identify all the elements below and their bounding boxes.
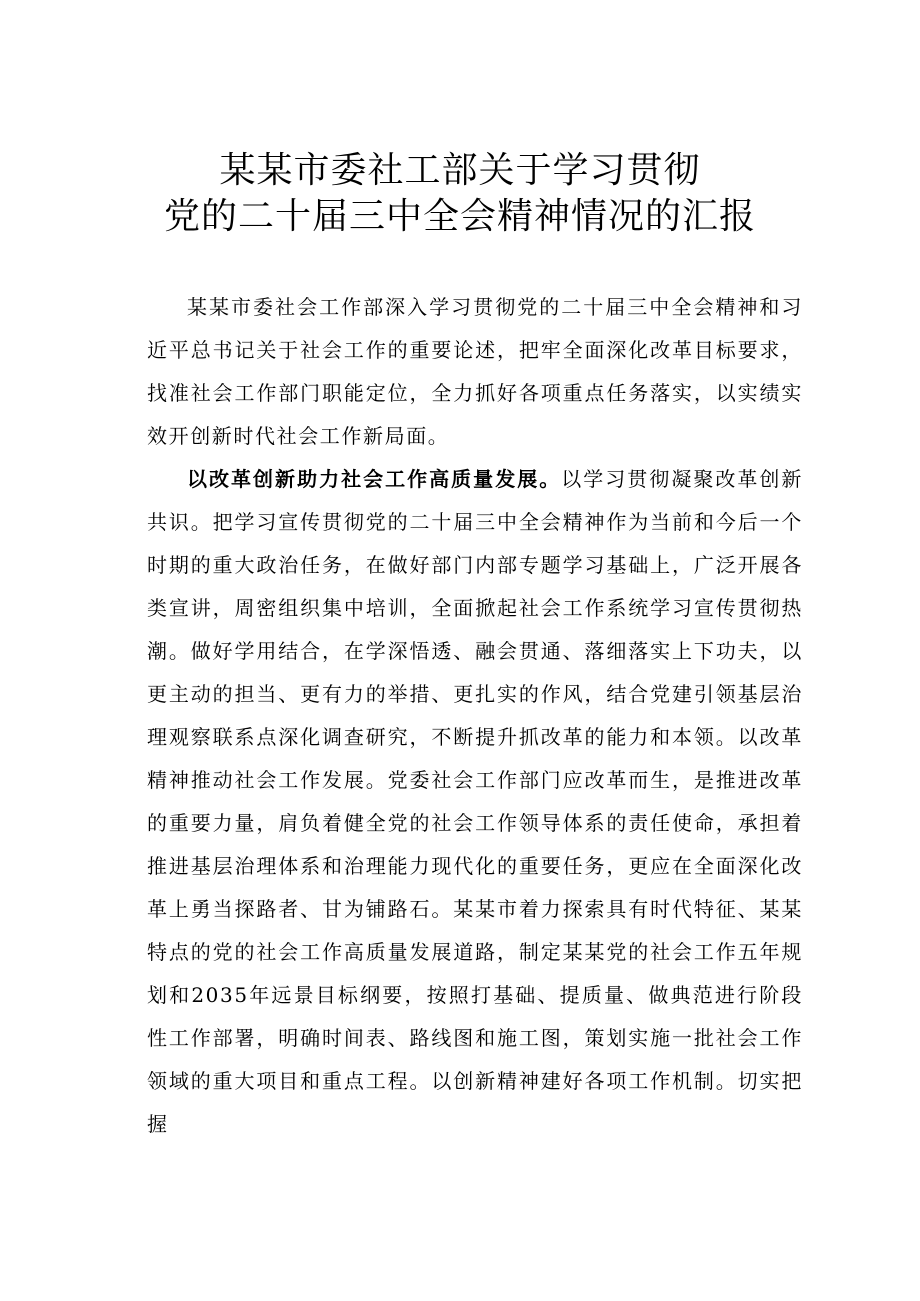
document-title xyxy=(0,148,920,240)
paragraph-intro: 某某市委社会工作部深入学习贯彻党的二十届三中全会精神和习近平总书记关于社会工作的重要论述，把牢全面深化改革目标要求，找准社会工作部门职能定位，全力抓好各项重点任务落实，以实绩实效开创新时代社会工作新局面。 xyxy=(147,295,803,448)
title-line-2: 党的二十届三中全会精神情况的汇报 xyxy=(163,196,756,237)
document-body xyxy=(147,286,803,1146)
paragraph-reform xyxy=(147,458,803,1146)
paragraph-heading: 以改革创新助力社会工作高质量发展。 xyxy=(187,467,562,491)
paragraph-reform-text: 以学习贯彻凝聚改革创新共识。把学习宣传贯彻党的二十届三中全会精神作为当前和今后一个时期的重大政治任务，在做好部门内部专题学习基础上，广泛开展各类宣讲，周密组织集中培训，全面掀起社会工作系统学习宣传贯彻热潮。做好学用结合，在学深悟透、融会贯通、落细落实上下功夫，以更主动的担当、更有力的举措、更扎实的作风，结合党建引领基层治理观察联系点深化调查研究，不断提升抓改革的能力和本领。以改革精神推动社会工作发展。党委社会工作部门应改革而生，是推进改革的重要力量，肩负着健全党的社会工作领导体系的责任使命，承担着推进基层治理体系和治理能力现代化的重要任务，更应在全面深化改革上勇当探路者、甘为铺路石。某某市着力探索具有时代特征、某某特点的党的社会工作高质量发展道路，制定某某党的社会工作五年规划和2035年远景目标纲要，按照打基础、提质量、做典范进行阶段性工作部署，明确时间表、路线图和施工图，策划实施一批社会工作领域的重大项目和重点工程。以创新精神建好各项工作机制。切实把握 xyxy=(147,467,803,1136)
title-line-1: 某某市委社工部关于学习贯彻 xyxy=(219,150,701,191)
